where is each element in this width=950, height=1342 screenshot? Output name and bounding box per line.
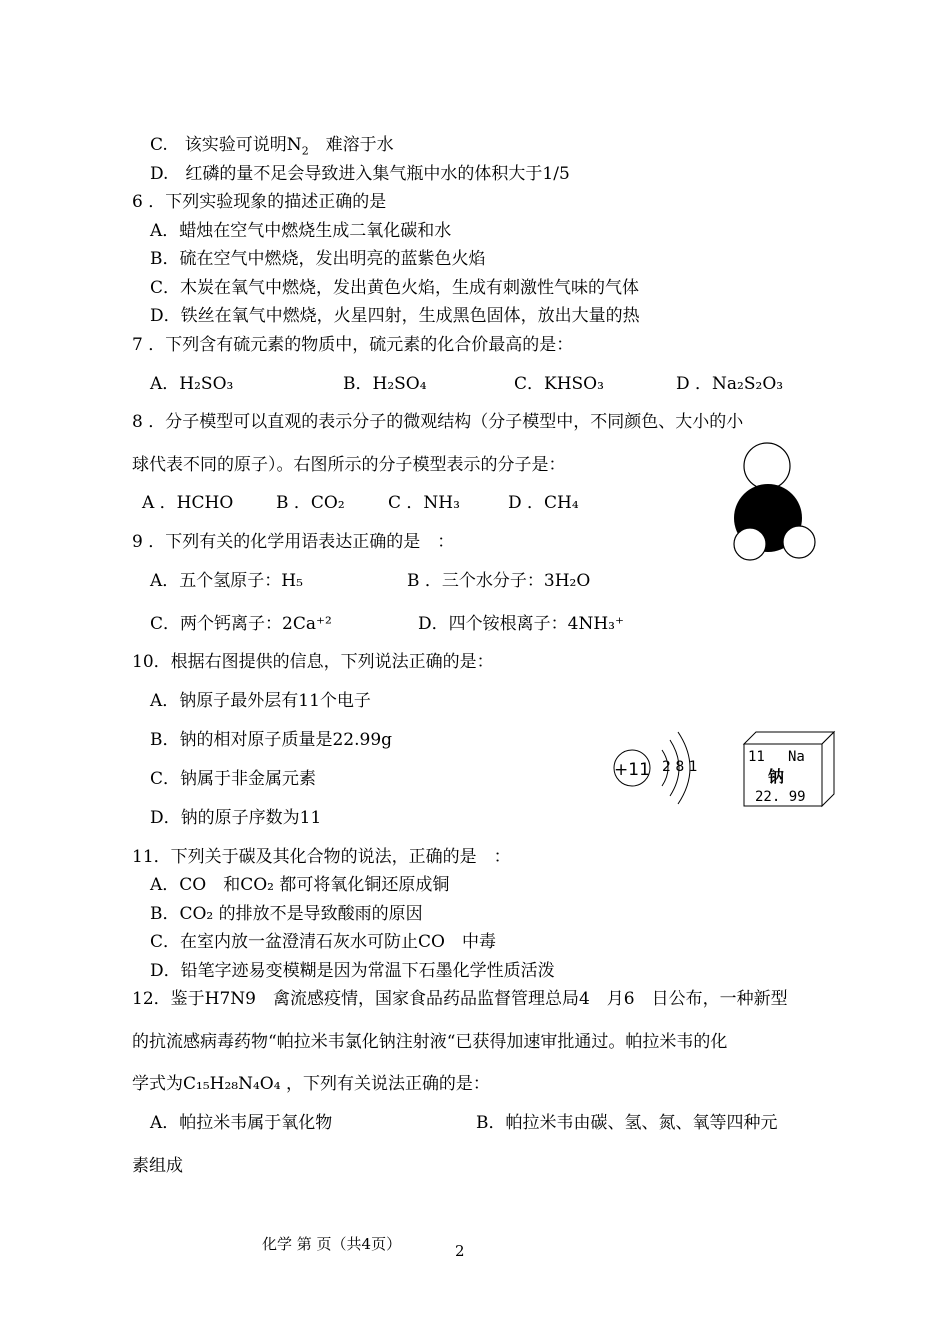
q12-stem-line2: 的抗流感病毒药物“帕拉米韦氯化钠注射液“已获得加速审批通过。帕拉米韦的化	[132, 1032, 728, 1052]
molecule-left-atom	[734, 528, 766, 560]
q12-option-b-continued: 素组成	[132, 1156, 183, 1176]
q6-option-a: A．蜡烛在空气中燃烧生成二氧化碳和水	[150, 221, 452, 241]
q7-option-d: D ．Na₂S₂O₃	[676, 374, 784, 394]
q12-option-a: A．帕拉米韦属于氧化物	[150, 1113, 333, 1133]
q7-option-b: B．H₂SO₄	[343, 374, 427, 394]
q11-option-c: C．在室内放一盆澄清石灰水可防止CO 中毒	[150, 932, 496, 952]
q8-option-c: C ．NH₃	[388, 493, 460, 513]
q5-option-c: C. 该实验可说明$N_2$ 难溶于水	[150, 135, 394, 158]
q9-option-c: C．两个钙离子：2Ca⁺²	[150, 614, 332, 634]
q8-option-a: A ．HCHO	[142, 493, 234, 513]
q7-stem: 7 ．下列含有硫元素的物质中，硫元素的化合价最高的是：	[132, 335, 574, 355]
electron-shell-counts: 2 8 1	[662, 759, 698, 775]
molecule-model-figure	[725, 440, 820, 565]
q6-option-d: D．铁丝在氧气中燃烧，火星四射，生成黑色固体，放出大量的热	[150, 306, 640, 326]
q12-stem-line3: 学式为C₁₅H₂₈N₄O₄ ，下列有关说法正确的是：	[132, 1074, 490, 1094]
q12-option-b: B．帕拉米韦由碳、氢、氮、氧等四种元	[476, 1113, 778, 1133]
q11-option-a: A．CO 和CO₂ 都可将氧化铜还原成铜	[150, 875, 450, 895]
q8-stem-line1: 8 ．分子模型可以直观的表示分子的微观结构（分子模型中，不同颜色、大小的小	[132, 412, 744, 432]
sodium-atom-diagram	[608, 728, 718, 808]
q11-stem: 11．下列关于碳及其化合物的说法，正确的是 ：	[132, 847, 511, 867]
q11-option-d: D．铅笔字迹易变模糊是因为常温下石墨化学性质活泼	[150, 961, 555, 981]
q10-option-b: B．钠的相对原子质量是22.99g	[150, 730, 393, 750]
q6-option-b: B．硫在空气中燃烧，发出明亮的蓝紫色火焰	[150, 249, 486, 269]
element-symbol: Na	[788, 749, 805, 765]
q12-stem-line1: 12．鉴于H7N9 禽流感疫情，国家食品药品监督管理总局4 月6 日公布，一种新型	[132, 989, 788, 1009]
nucleus-charge: +11	[614, 760, 650, 780]
q9-option-b: B ．三个水分子：3H₂O	[407, 571, 591, 591]
molecule-right-atom	[783, 526, 815, 558]
q10-option-d: D．钠的原子序数为11	[150, 808, 322, 828]
q10-stem: 10．根据右图提供的信息，下列说法正确的是：	[132, 652, 494, 672]
page-number: 2	[455, 1242, 465, 1260]
element-atomic-number: 11	[748, 749, 765, 765]
q8-option-b: B ．CO₂	[276, 493, 345, 513]
element-cell-top-face	[744, 732, 834, 744]
q10-option-a: A．钠原子最外层有11个电子	[150, 691, 371, 711]
q9-stem: 9 ．下列有关的化学用语表达正确的是 ：	[132, 532, 455, 552]
q9-option-d: D．四个铵根离子：4NH₃⁺	[418, 614, 624, 634]
element-atomic-mass: 22. 99	[755, 789, 806, 805]
q11-option-b: B．CO₂ 的排放不是导致酸雨的原因	[150, 904, 423, 924]
q9-option-a: A．五个氢原子：H₅	[150, 571, 303, 591]
q6-stem: 6 ．下列实验现象的描述正确的是	[132, 192, 387, 212]
q8-stem-line2: 球代表不同的原子）。右图所示的分子模型表示的分子是：	[132, 455, 566, 475]
molecule-top-atom	[744, 443, 790, 489]
q10-option-c: C．钠属于非金属元素	[150, 769, 317, 789]
q8-option-d: D ．CH₄	[508, 493, 579, 513]
q6-option-c: C．木炭在氧气中燃烧，发出黄色火焰，生成有刺激性气味的气体	[150, 278, 640, 298]
element-name: 钠	[768, 767, 785, 786]
q5-option-d: D. 红磷的量不足会导致进入集气瓶中水的体积大于1/5	[150, 164, 570, 184]
q7-option-c: C．KHSO₃	[514, 374, 604, 394]
q7-option-a: A．H₂SO₃	[150, 374, 234, 394]
element-cell-figure	[740, 728, 840, 812]
page-footer: 化学 第 页（共4页）	[262, 1235, 402, 1253]
element-cell-side-face	[822, 732, 834, 806]
